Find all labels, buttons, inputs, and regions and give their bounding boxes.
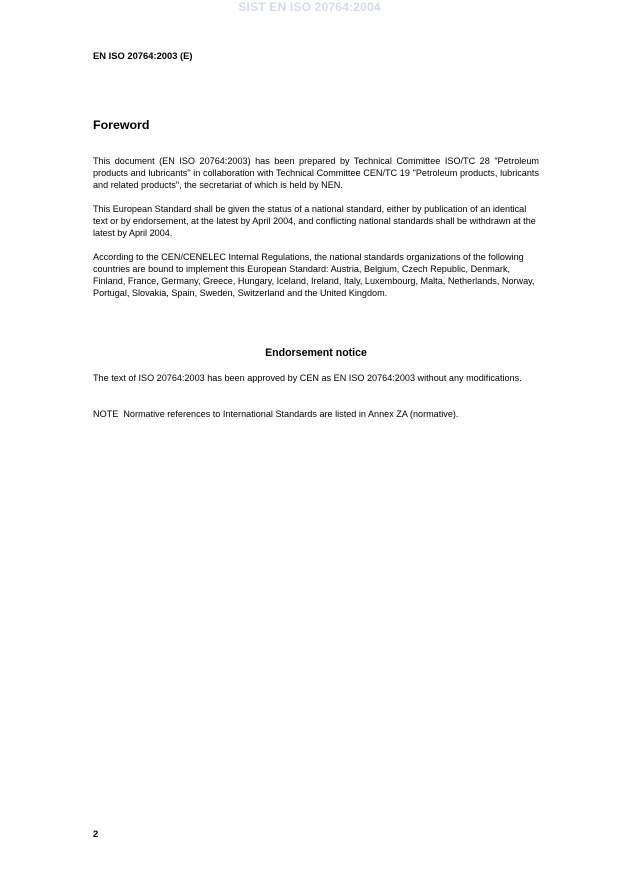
- page-number: 2: [93, 828, 99, 839]
- foreword-paragraph-2: This European Standard shall be given the status of a national standard, either by publication of an identical text or by endorsement, at the latest by April 2004, and conflicting national standards shall be withdrawn at the latest by April 2004.: [93, 204, 536, 238]
- endorsement-paragraph: The text of ISO 20764:2003 has been approved by CEN as EN ISO 20764:2003 without any modifications.: [93, 373, 522, 383]
- foreword-paragraph-1: This document (EN ISO 20764:2003) has been prepared by Technical Committee ISO/TC 28 "Petroleum products and lubricants" in collaboration with Technical Committee CEN/TC 19 "Petroleum products, lubricants and related products", the secretariat of which is held by NEN.: [93, 156, 539, 190]
- normative-note: NOTE Normative references to International Standards are listed in Annex ZA (normative).: [93, 409, 459, 419]
- foreword-heading: Foreword: [93, 118, 150, 132]
- endorsement-heading: Endorsement notice: [265, 347, 367, 359]
- document-identifier: EN ISO 20764:2003 (E): [93, 50, 193, 61]
- foreword-paragraph-3: According to the CEN/CENELEC Internal Regulations, the national standards organizations of the following countries are bound to implement this European Standard: Austria, Belgium, Czech Republic, Denmark, Finland, France, Germany, Greece, Hungary, Iceland, Ireland, Italy, Luxembourg, Malta, Netherlands, Norway, Portugal, Slovakia, Spain, Sweden, Switzerland and the United Kingdom.: [93, 252, 535, 298]
- watermark: SIST EN ISO 20764:2004: [238, 0, 381, 14]
